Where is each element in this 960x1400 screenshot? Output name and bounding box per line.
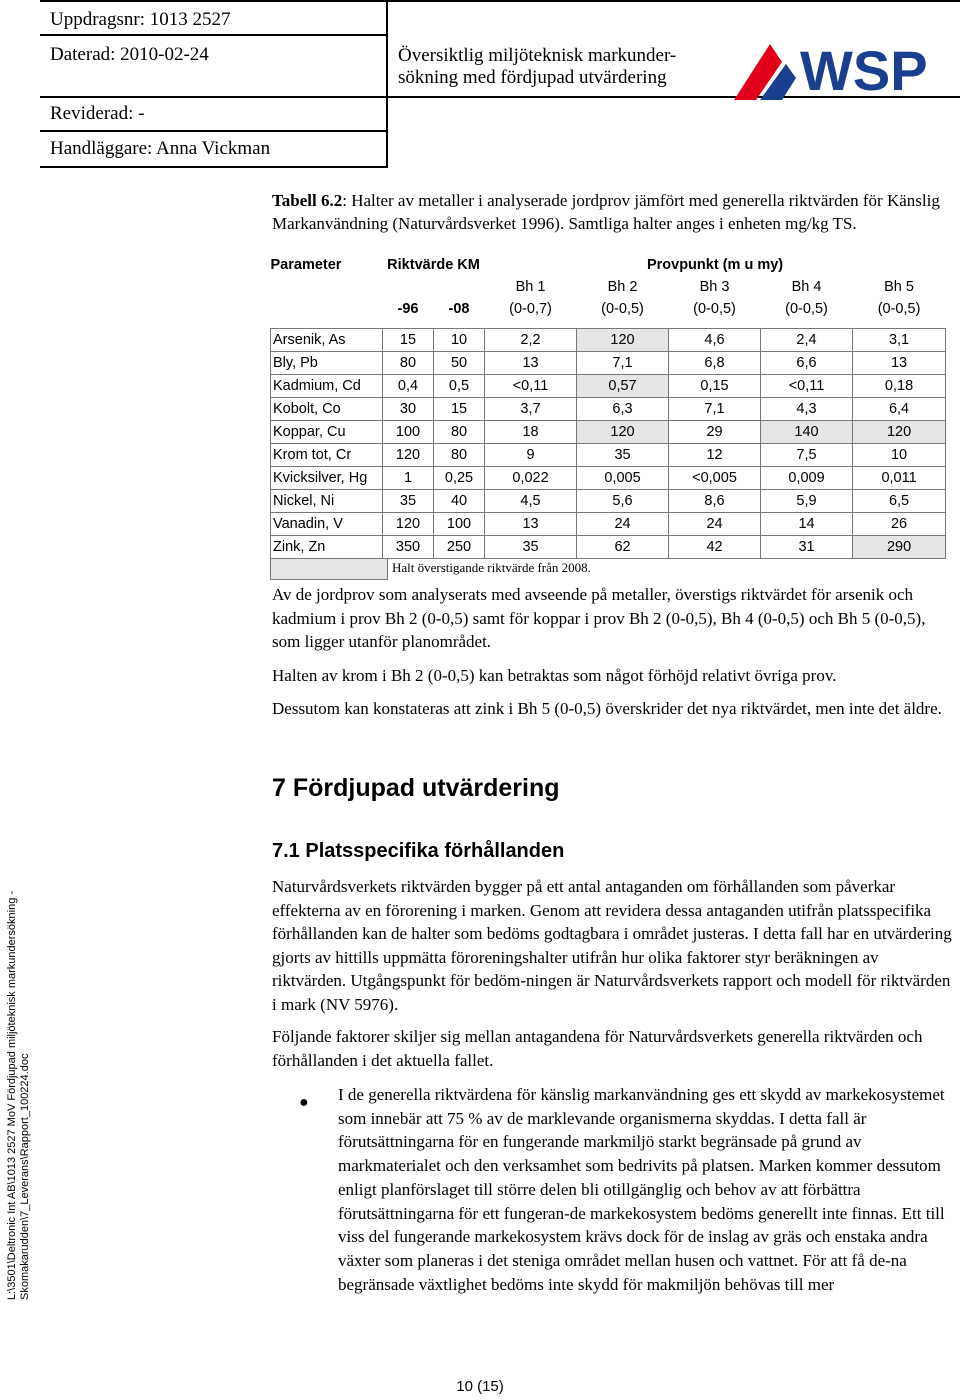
document-header (40, 0, 960, 168)
header-riktvarde: Riktvärde KM (387, 257, 480, 273)
parameter-cell: Arsenik, As (271, 328, 383, 351)
bh-name: Bh 3 (699, 279, 730, 295)
wsp-logo (730, 34, 956, 104)
value-cell: 0,18 (853, 374, 946, 397)
legend-swatch (270, 558, 388, 580)
value-cell: 12 (669, 443, 761, 466)
value-cell: 5,9 (761, 489, 853, 512)
value-cell: 6,3 (577, 397, 669, 420)
riktvarde-96-cell: 35 (383, 489, 434, 512)
bh-name: Bh 2 (607, 279, 638, 295)
value-cell: 29 (669, 420, 761, 443)
header-rule (40, 34, 386, 36)
header-rule-top (40, 0, 960, 2)
riktvarde-96-cell: 0,4 (383, 374, 434, 397)
value-cell: 35 (485, 535, 577, 558)
parameter-cell: Krom tot, Cr (271, 443, 383, 466)
value-cell: 6,5 (853, 489, 946, 512)
value-cell: 4,5 (485, 489, 577, 512)
table-row (271, 512, 946, 535)
section-heading: 7 Fördjupad utvärdering (272, 774, 560, 802)
table-header-row (271, 254, 946, 276)
value-cell: 5,6 (577, 489, 669, 512)
metals-table (270, 254, 946, 559)
value-cell: 13 (853, 351, 946, 374)
header-divider (386, 0, 388, 168)
bullet-item: I de generella riktvärdena för känslig markanvändning ges ett skydd av markekosystemet som innebär att 75 % av de marklevande organismerna skyddas. I detta fall är förutsättningarna för en fungerande markmiljö starkt begränsade på grund av markmaterialet och den verksamhet som bedrivits på platsen. Marken kommer dessutom enligt planförslaget till större delen bli otillgänglig och behov av att förbättra förutsättningarna för ett fungeran-de markekosystem bedöms generellt inte finnas. Ett till viss del fungerande markekosystem krävs dock för de inslag av gräs och enstaka andra växter som planeras i det steniga området mellan husen och vattnet. För att få de-na begränsade växtlighet bedöms inte skydd för makmiljön behövas till mer (338, 1085, 945, 1294)
parameter-cell: Koppar, Cu (271, 420, 383, 443)
parameter-cell: Kadmium, Cd (271, 374, 383, 397)
value-cell: <0,11 (761, 374, 853, 397)
value-cell: 35 (577, 443, 669, 466)
value-cell: 0,009 (761, 466, 853, 489)
value-cell: 18 (485, 420, 577, 443)
parameter-cell: Nickel, Ni (271, 489, 383, 512)
value-cell: 6,4 (853, 397, 946, 420)
subsection-heading: 7.1 Platsspecifika förhållanden (272, 840, 565, 862)
riktvarde-96-cell: 100 (383, 420, 434, 443)
value-cell: 26 (853, 512, 946, 535)
paragraph-2: Halten av krom i Bh 2 (0-0,5) kan betraktas som något förhöjd relativt övriga prov. (272, 666, 837, 685)
value-cell: 13 (485, 512, 577, 535)
riktvarde-08-cell: 80 (434, 443, 485, 466)
caption-label: Tabell 6.2 (272, 191, 343, 210)
riktvarde-08-cell: 0,5 (434, 374, 485, 397)
paragraph-3: Dessutom kan konstateras att zink i Bh 5 (0-0,5) överskrider det nya riktvärdet, men inte det äldre. (272, 699, 942, 718)
bh-depth: (0-0,5) (877, 301, 921, 317)
bh-depth: (0-0,5) (601, 301, 644, 317)
riktvarde-96-cell: 15 (383, 328, 434, 351)
value-cell: 7,1 (669, 397, 761, 420)
riktvarde-08-cell: 100 (434, 512, 485, 535)
value-cell: 6,8 (669, 351, 761, 374)
table-row (271, 535, 946, 558)
col-km96: -96 (397, 301, 419, 317)
table-header-row (271, 298, 946, 320)
riktvarde-08-cell: 250 (434, 535, 485, 558)
header-rule-bottom (40, 166, 386, 168)
table-row (271, 489, 946, 512)
value-cell: 4,6 (669, 328, 761, 351)
parameter-cell: Vanadin, V (271, 512, 383, 535)
table-row (271, 420, 946, 443)
table-row (271, 443, 946, 466)
bh-name: Bh 1 (515, 279, 546, 295)
value-cell: 7,5 (761, 443, 853, 466)
value-cell: 290 (853, 535, 946, 558)
value-cell: 2,2 (485, 328, 577, 351)
value-cell: 3,1 (853, 328, 946, 351)
value-cell: <0,11 (485, 374, 577, 397)
value-cell: 0,005 (577, 466, 669, 489)
value-cell: 31 (761, 535, 853, 558)
bh-name: Bh 5 (884, 279, 914, 295)
value-cell: <0,005 (669, 466, 761, 489)
riktvarde-08-cell: 80 (434, 420, 485, 443)
table-row (271, 397, 946, 420)
riktvarde-08-cell: 0,25 (434, 466, 485, 489)
handlaggare: Handläggare: Anna Vickman (50, 138, 271, 159)
page-number: 10 (15) (456, 1378, 504, 1395)
value-cell: 6,6 (761, 351, 853, 374)
uppdragsnr: Uppdragsnr: 1013 2527 (50, 9, 231, 30)
value-cell: 3,7 (485, 397, 577, 420)
col-km08: -08 (448, 301, 470, 317)
value-cell: 14 (761, 512, 853, 535)
logo-text: WSP (800, 39, 928, 102)
document-title: Översiktlig miljöteknisk markunder-sökning med fördjupad utvärdering (398, 45, 677, 88)
value-cell: 2,4 (761, 328, 853, 351)
value-cell: 120 (577, 420, 669, 443)
table-row (271, 351, 946, 374)
daterad: Daterad: 2010-02-24 (50, 44, 209, 65)
bullet-icon: ● (299, 1094, 309, 1111)
table-caption (272, 189, 942, 235)
parameter-cell: Bly, Pb (271, 351, 383, 374)
value-cell: 0,011 (853, 466, 946, 489)
table-row (271, 328, 946, 351)
table-row (271, 466, 946, 489)
value-cell: 120 (577, 328, 669, 351)
parameter-cell: Kvicksilver, Hg (271, 466, 383, 489)
riktvarde-96-cell: 1 (383, 466, 434, 489)
value-cell: 0,022 (485, 466, 577, 489)
bh-name: Bh 4 (791, 279, 822, 295)
value-cell: 24 (669, 512, 761, 535)
table-header-row (271, 276, 946, 298)
bh-depth: (0-0,5) (693, 301, 736, 317)
riktvarde-96-cell: 120 (383, 512, 434, 535)
legend-text: Halt överstigande riktvärde från 2008. (392, 560, 591, 575)
value-cell: 4,3 (761, 397, 853, 420)
value-cell: 9 (485, 443, 577, 466)
value-cell: 140 (761, 420, 853, 443)
riktvarde-08-cell: 40 (434, 489, 485, 512)
riktvarde-96-cell: 30 (383, 397, 434, 420)
riktvarde-96-cell: 350 (383, 535, 434, 558)
value-cell: 13 (485, 351, 577, 374)
value-cell: 10 (853, 443, 946, 466)
header-parameter: Parameter (270, 257, 342, 273)
bh-depth: (0-0,5) (785, 301, 828, 317)
reviderad: Reviderad: - (50, 103, 145, 124)
riktvarde-08-cell: 10 (434, 328, 485, 351)
value-cell: 120 (853, 420, 946, 443)
value-cell: 7,1 (577, 351, 669, 374)
riktvarde-96-cell: 80 (383, 351, 434, 374)
value-cell: 8,6 (669, 489, 761, 512)
parameter-cell: Kobolt, Co (271, 397, 383, 420)
parameter-cell: Zink, Zn (271, 535, 383, 558)
riktvarde-08-cell: 15 (434, 397, 485, 420)
value-cell: 0,15 (669, 374, 761, 397)
riktvarde-96-cell: 120 (383, 443, 434, 466)
paragraph-5: Följande faktorer skiljer sig mellan antagandena för Naturvårdsverkets generella riktvärden och förhållanden i det aktuella fallet. (272, 1027, 923, 1070)
bh-depth: (0-0,7) (509, 301, 552, 317)
table-body (271, 328, 946, 558)
header-rule (40, 130, 386, 132)
riktvarde-08-cell: 50 (434, 351, 485, 374)
value-cell: 0,57 (577, 374, 669, 397)
file-path: L:\3501\Deltronic Int AB\1013 2527 MoV Fördjupad miljöteknisk markundersökning - Skomakarudden\7_Leverans\Rapport_100224.doc (6, 890, 31, 1300)
header-provpunkt: Provpunkt (m u my) (646, 257, 784, 273)
paragraph-1: Av de jordprov som analyserats med avseende på metaller, överstigs riktvärdet för arsenik och kadmium i prov Bh 2 (0-0,5) samt för koppar i prov Bh 2 (0-0,5), Bh 4 (0-0,5) och Bh 5 (0-0,5), som ligger utanför planområdet. (272, 585, 926, 651)
value-cell: 62 (577, 535, 669, 558)
table-row (271, 374, 946, 397)
value-cell: 42 (669, 535, 761, 558)
value-cell: 24 (577, 512, 669, 535)
caption-text: : Halter av metaller i analyserade jordprov jämfört med generella riktvärden för Känslig Markanvändning (Naturvårdsverket 1996). Samtliga halter anges i enheten mg/kg TS. (272, 191, 940, 233)
paragraph-4: Naturvårdsverkets riktvärden bygger på ett antal antaganden om förhållanden som påverkar effekterna av en förorening i marken. Genom att revidera dessa antaganden utifrån platsspecifika förhållanden kan de halter som bedöms godtagbara i området justeras. I detta fall har en utvärdering gjorts av hittills uppmätta föroreningshalter utifrån hur olika faktorer styr beräkningen av riktvärden. Utgångspunkt för bedöm-ningen är Naturvårdsverkets rapport och modell för riktvärden i mark (NV 5976). (272, 877, 952, 1014)
